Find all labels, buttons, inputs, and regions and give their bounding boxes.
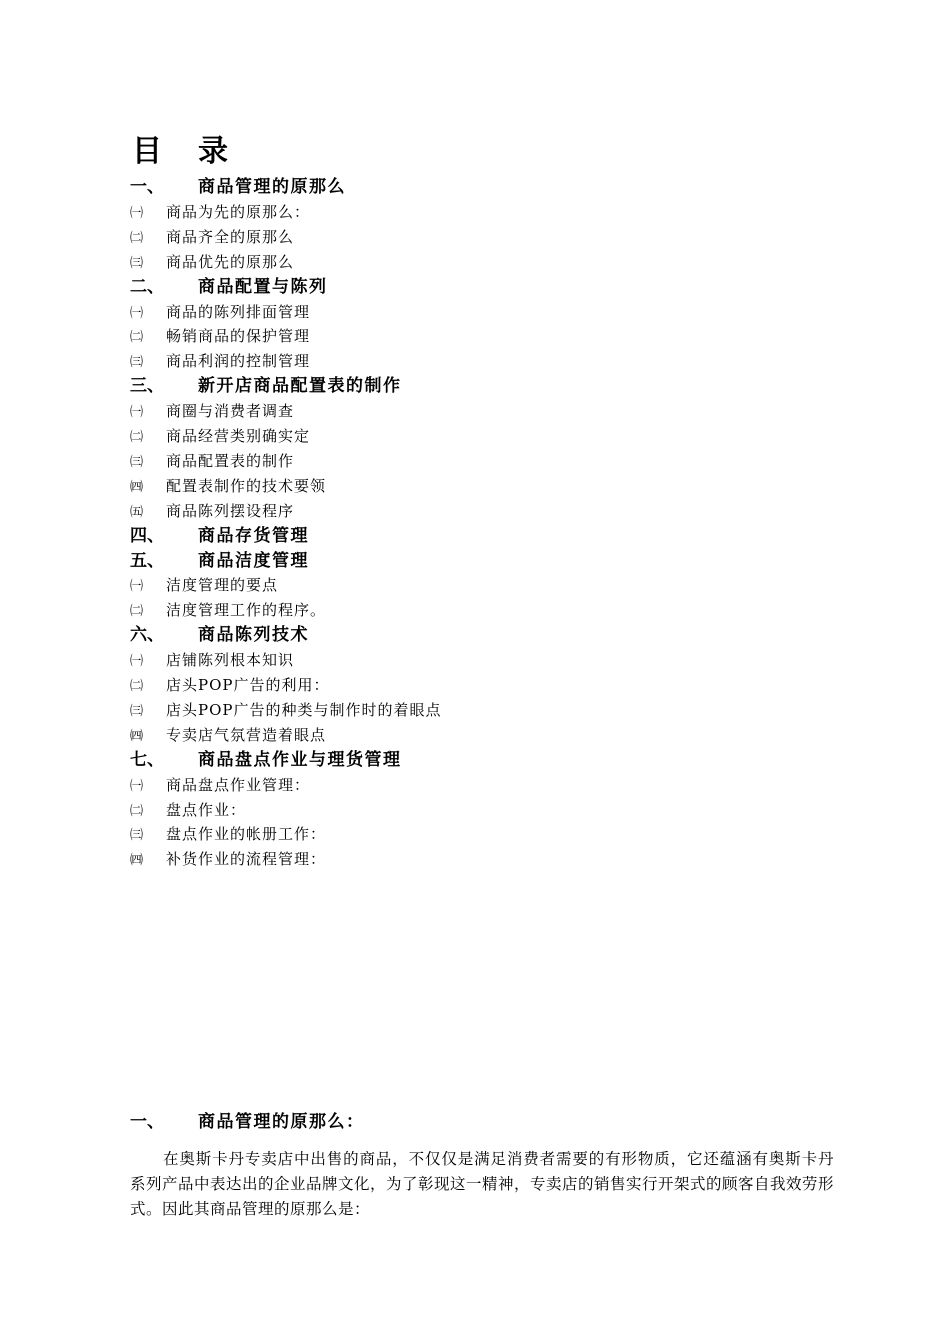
toc-entry-text: 盘点作业的帐册工作： xyxy=(166,825,327,844)
toc-entry-number: 七、 xyxy=(130,749,164,770)
toc-entry-text: 商圈与消费者调查 xyxy=(166,402,295,421)
toc-subsection-entry xyxy=(130,200,310,225)
toc-entry-text: 商品优先的原那么 xyxy=(166,252,295,271)
toc-entry-text: 商品为先的原那么： xyxy=(166,202,311,221)
toc-entry-number: ㈠ xyxy=(130,579,144,595)
toc-subsection-entry xyxy=(130,499,294,524)
toc-entry-text: 商品经营类别确实定 xyxy=(166,427,311,445)
toc-entry-text: 商品存货管理 xyxy=(198,525,309,546)
toc-subsection-entry xyxy=(130,723,326,748)
toc-entry-text: 店头POP广告的利用： xyxy=(166,676,330,694)
toc-entry-number: ㈡ xyxy=(130,803,144,819)
toc-entry-number: ㈣ xyxy=(130,479,144,495)
toc-entry-number: ㈠ xyxy=(130,778,144,794)
toc-subsection-entry xyxy=(130,449,294,474)
toc-entry-text: 商品配置与陈列 xyxy=(198,276,328,297)
toc-entry-number: ㈡ xyxy=(130,604,144,620)
toc-chapter-entry xyxy=(130,275,328,300)
toc-entry-number: ㈠ xyxy=(130,654,144,670)
toc-chapter-entry xyxy=(130,175,346,200)
toc-entry-number: 一、 xyxy=(130,177,164,197)
toc-subsection-entry xyxy=(130,324,310,349)
toc-entry-number: ㈢ xyxy=(130,703,144,719)
toc-entry-number: ㈡ xyxy=(130,679,144,694)
body-paragraph: 在奥斯卡丹专卖店中出售的商品，不仅仅是满足消费者需要的有形物质，它还蕴涵有奥斯卡丹系列产品中表达出的企业品牌文化，为了彰现这一精神，专卖店的销售实行开架式的顾客自我效劳形式。因此其商品管理的原那么是： xyxy=(130,1150,835,1218)
toc-entry-number: 三、 xyxy=(130,376,164,397)
toc-entry-text: 畅销商品的保护管理 xyxy=(166,327,311,346)
toc-subsection-entry xyxy=(130,424,310,449)
toc-chapter-entry xyxy=(130,748,402,773)
toc-entry-text: 配置表制作的技术要领 xyxy=(166,476,327,495)
toc-entry-text: 商品洁度管理 xyxy=(198,550,309,571)
toc-subsection-entry xyxy=(130,225,294,250)
toc-entry-number: 五、 xyxy=(130,550,164,571)
toc-entry-number: ㈡ xyxy=(130,330,144,346)
toc-subsection-entry xyxy=(130,250,294,275)
toc-entry-text: 商品管理的原那么 xyxy=(198,177,346,197)
toc-entry-number: ㈣ xyxy=(130,853,144,869)
toc-entry-number: ㈡ xyxy=(130,430,144,445)
toc-entry-text: 洁度管理的要点 xyxy=(166,576,279,595)
toc-entry-number: ㈠ xyxy=(130,305,144,321)
toc-entry-text: 洁度管理工作的程序。 xyxy=(166,601,327,620)
toc-title: 目录 xyxy=(132,134,264,169)
toc-entry-number: ㈢ xyxy=(130,828,144,844)
toc-chapter-entry xyxy=(130,374,402,399)
toc-entry-text: 店头POP广告的种类与制作时的着眼点 xyxy=(166,700,442,719)
toc-chapter-entry xyxy=(130,524,309,549)
toc-entry-text: 商品盘点作业管理： xyxy=(166,775,311,794)
toc-subsection-entry xyxy=(130,573,278,598)
section-number: 一、 xyxy=(130,1112,164,1132)
toc-subsection-entry xyxy=(130,773,310,798)
toc-entry-number: ㈢ xyxy=(130,355,144,371)
toc-entry-text: 商品陈列摆设程序 xyxy=(166,501,295,520)
toc-entry-number: 四、 xyxy=(130,525,164,546)
section-heading xyxy=(130,1108,365,1136)
toc-entry-number: ㈤ xyxy=(130,504,144,520)
toc-subsection-entry xyxy=(130,673,329,698)
toc-subsection-entry xyxy=(130,648,294,673)
toc-entry-text: 店铺陈列根本知识 xyxy=(166,651,295,670)
toc-entry-text: 专卖店气氛营造着眼点 xyxy=(166,725,327,744)
toc-subsection-entry xyxy=(130,847,326,872)
toc-subsection-entry xyxy=(130,474,326,499)
toc-entry-number: ㈢ xyxy=(130,454,144,470)
toc-subsection-entry xyxy=(130,822,326,847)
toc-entry-text: 商品的陈列排面管理 xyxy=(166,302,311,321)
toc-entry-text: 商品陈列技术 xyxy=(198,625,309,646)
toc-subsection-entry xyxy=(130,598,326,623)
toc-chapter-entry xyxy=(130,623,309,648)
toc-subsection-entry xyxy=(130,399,294,424)
toc-entry-text: 新开店商品配置表的制作 xyxy=(198,376,402,397)
toc-subsection-entry xyxy=(130,698,442,723)
toc-subsection-entry xyxy=(130,300,310,325)
toc-entry-number: ㈢ xyxy=(130,255,144,271)
toc-entry-text: 商品齐全的原那么 xyxy=(166,227,295,246)
toc-chapter-entry xyxy=(130,549,309,574)
toc-entry-number: ㈠ xyxy=(130,405,144,421)
toc-entry-number: 二、 xyxy=(130,276,164,297)
toc-subsection-entry xyxy=(130,798,246,823)
toc-entry-text: 商品盘点作业与理货管理 xyxy=(198,749,402,770)
toc-entry-text: 补货作业的流程管理： xyxy=(166,850,327,869)
toc-entry-text: 盘点作业： xyxy=(166,800,247,819)
toc-entry-number: ㈡ xyxy=(130,230,144,246)
section-title: 商品管理的原那么： xyxy=(198,1112,365,1132)
toc-entry-number: ㈣ xyxy=(130,728,144,744)
toc-entry-text: 商品配置表的制作 xyxy=(166,451,295,470)
toc-entry-number: 六、 xyxy=(130,625,164,646)
toc-entry-text: 商品利润的控制管理 xyxy=(166,352,311,371)
toc-entry-number: ㈠ xyxy=(130,205,144,221)
toc-subsection-entry xyxy=(130,349,310,374)
